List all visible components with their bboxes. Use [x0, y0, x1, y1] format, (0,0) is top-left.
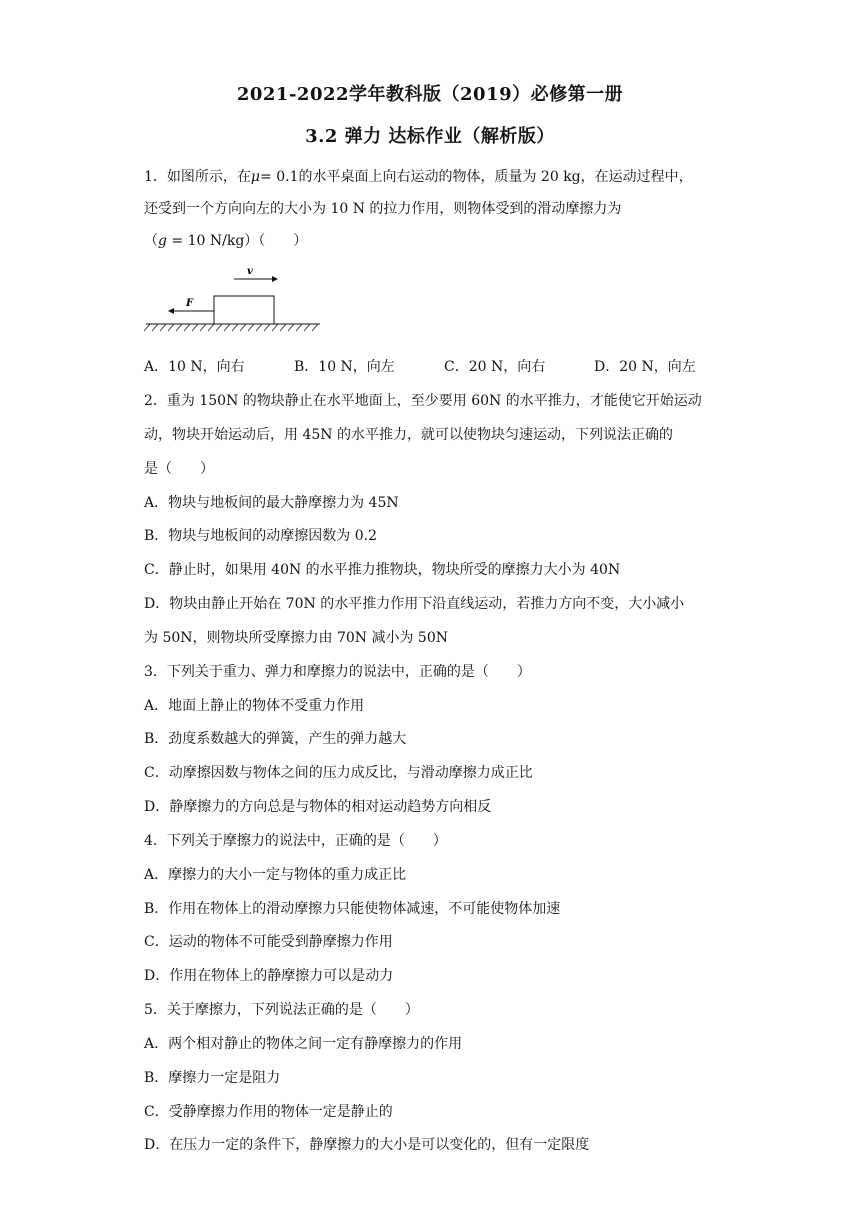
q4-option-a: A．摩擦力的大小一定与物体的重力成正比 [144, 867, 407, 883]
force-label: F [186, 298, 194, 309]
q5-option-d: D．在压力一定的条件下，静摩擦力的大小是可以变化的，但有一定限度 [144, 1137, 590, 1153]
q2-option-a: A．物块与地板间的最大静摩擦力为 45N [144, 495, 399, 511]
q3-option-c: C．动摩擦因数与物体之间的压力成反比，与滑动摩擦力成正比 [144, 765, 533, 781]
q1-figure [144, 264, 324, 342]
q5-option-b: B．摩擦力一定是阻力 [144, 1070, 281, 1086]
q2-stem-line1: 2．重为 150N 的物块静止在水平地面上，至少要用 60N 的水平推力，才能使它开始运动 [144, 393, 702, 409]
q3-option-d: D．静摩擦力的方向总是与物体的相对运动趋势方向相反 [144, 799, 492, 815]
q2-option-b: B．物块与地板间的动摩擦因数为 0.2 [144, 528, 378, 544]
q5-option-c: C．受静摩擦力作用的物体一定是静止的 [144, 1104, 393, 1120]
q4-stem: 4．下列关于摩擦力的说法中，正确的是（ ） [144, 833, 447, 849]
q4-option-d: D．作用在物体上的静摩擦力可以是动力 [144, 968, 394, 984]
q5-stem: 5．关于摩擦力，下列说法正确的是（ ） [144, 1002, 419, 1018]
q1-option-b: B．10 N，向左 [294, 359, 395, 375]
q2-option-c: C．静止时，如果用 40N 的水平推力推物块，物块所受的摩擦力大小为 40N [144, 562, 621, 578]
q2-option-d-line2: 为 50N，则物块所受摩擦力由 70N 减小为 50N [144, 630, 448, 646]
q1-option-a: A．10 N，向右 [144, 359, 245, 375]
q1-option-d: D．20 N，向左 [594, 359, 696, 375]
ground-hatching [144, 324, 318, 331]
q3-stem: 3．下列关于重力、弹力和摩擦力的说法中，正确的是（ ） [144, 664, 531, 680]
q2-stem-line2: 动，物块开始运动后，用 45N 的水平推力，就可以使物块匀速运动，下列说法正确的 [144, 427, 673, 443]
mu-symbol: μ [250, 169, 261, 185]
q1-stem-line2: 还受到一个方向向左的大小为 10 N 的拉力作用，则物体受到的滑动摩擦力为 [144, 201, 622, 217]
velocity-label: v [247, 266, 253, 277]
q4-option-c: C．运动的物体不可能受到静摩擦力作用 [144, 934, 393, 950]
document-subtitle: 3.2 弹力 达标作业（解析版） [305, 126, 555, 147]
q1-stem-line1: 1．如图所示，在μ= 0.1的水平桌面上向右运动的物体，质量为 20 kg，在运动过程中， [144, 169, 693, 185]
block [214, 296, 274, 324]
q3-option-b: B．劲度系数越大的弹簧，产生的弹力越大 [144, 731, 407, 747]
q2-option-d-line1: D．物块由静止开始在 70N 的水平推力作用下沿直线运动，若推力方向不变，大小减小 [144, 596, 685, 612]
q3-option-a: A．地面上静止的物体不受重力作用 [144, 698, 365, 714]
q2-stem-line3: 是（ ） [144, 461, 214, 477]
q1-option-c: C．20 N，向右 [444, 359, 546, 375]
document-title: 2021-2022学年教科版（2019）必修第一册 [236, 84, 624, 105]
q1-stem-line3: （g = 10 N/kg）（ ） [144, 233, 308, 249]
q5-option-a: A．两个相对静止的物体之间一定有静摩擦力的作用 [144, 1036, 463, 1052]
q4-option-b: B．作用在物体上的滑动摩擦力只能使物体减速，不可能使物体加速 [144, 901, 561, 917]
